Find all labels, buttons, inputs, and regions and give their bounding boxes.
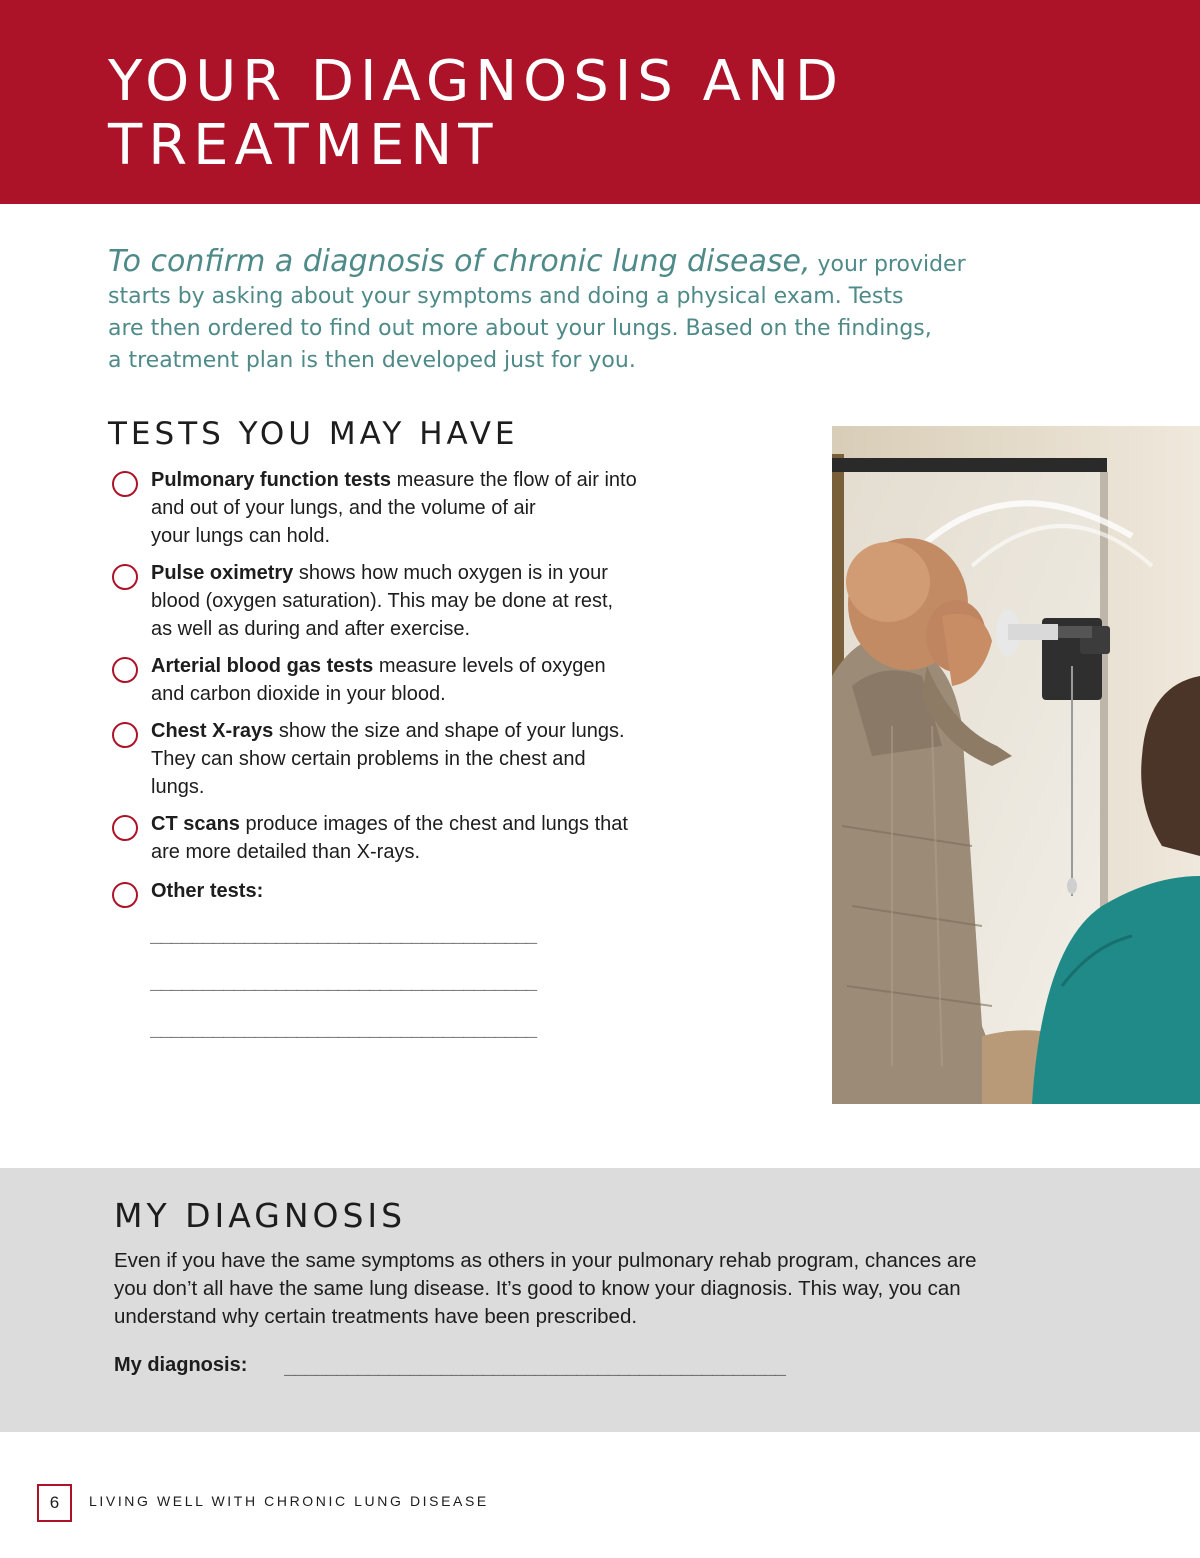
- checkbox-circle[interactable]: [112, 722, 138, 748]
- checkbox-circle[interactable]: [112, 882, 138, 908]
- test-name: Other tests:: [151, 880, 264, 902]
- patient-spirometry-photo: [832, 426, 1200, 1104]
- intro-paragraph: [108, 246, 1068, 377]
- test-item-chest-xrays: [112, 717, 722, 801]
- test-desc-line: as well as during and after exercise.: [151, 618, 471, 640]
- my-diagnosis-line: understand why certain treatments have been prescribed.: [114, 1305, 638, 1328]
- test-desc-line: produce images of the chest and lungs that: [239, 813, 628, 835]
- test-name: Pulmonary function tests: [151, 469, 392, 491]
- my-diagnosis-line: you don’t all have the same lung disease. It’s good to know your diagnosis. This way, you can: [114, 1277, 961, 1300]
- my-diagnosis-write-in-line[interactable]: ________________________________________________: [284, 1354, 786, 1376]
- page-title-line-2: TREATMENT: [108, 113, 499, 178]
- test-desc-line: shows how much oxygen is in your: [293, 562, 608, 584]
- my-diagnosis-line: Even if you have the same symptoms as others in your pulmonary rehab program, chances are: [114, 1249, 977, 1272]
- test-desc-line: blood (oxygen saturation). This may be done at rest,: [151, 590, 614, 612]
- page-title-line-1: YOUR DIAGNOSIS AND: [108, 49, 844, 114]
- test-desc-line: show the size and shape of your lungs.: [273, 720, 625, 742]
- test-item-arterial-blood-gas: [112, 652, 722, 708]
- test-desc-line: and out of your lungs, and the volume of air: [151, 497, 536, 519]
- tests-heading: TESTS YOU MAY HAVE: [108, 416, 519, 452]
- checkbox-circle[interactable]: [112, 471, 138, 497]
- test-desc-line: measure levels of oxygen: [373, 655, 606, 677]
- test-name: CT scans: [151, 813, 240, 835]
- intro-lead: To confirm a diagnosis of chronic lung disease,: [108, 244, 811, 279]
- intro-line-3: are then ordered to find out more about your lungs. Based on the findings,: [108, 316, 932, 341]
- checkbox-circle[interactable]: [112, 657, 138, 683]
- intro-line-2: starts by asking about your symptoms and doing a physical exam. Tests: [108, 284, 904, 309]
- checkbox-circle[interactable]: [112, 815, 138, 841]
- test-desc-line: your lungs can hold.: [151, 525, 331, 547]
- my-diagnosis-heading: MY DIAGNOSIS: [114, 1196, 407, 1235]
- test-desc-line: are more detailed than X-rays.: [151, 841, 421, 863]
- write-in-line[interactable]: _____________________________________: [150, 922, 537, 944]
- test-name: Pulse oximetry: [151, 562, 294, 584]
- checkbox-circle[interactable]: [112, 564, 138, 590]
- page-title: [108, 50, 1108, 178]
- my-diagnosis-paragraph: [114, 1247, 1124, 1331]
- intro-line-1: your provider: [810, 252, 966, 277]
- footer-title: LIVING WELL WITH CHRONIC LUNG DISEASE: [89, 1493, 489, 1509]
- test-desc-line: measure the flow of air into: [391, 469, 637, 491]
- other-tests-blanks: [150, 922, 680, 1063]
- test-desc-line: They can show certain problems in the chest and: [151, 748, 586, 770]
- write-in-line[interactable]: _____________________________________: [150, 1016, 537, 1038]
- test-item-other: [112, 877, 722, 905]
- test-name: Arterial blood gas tests: [151, 655, 374, 677]
- test-item-ct-scans: [112, 810, 722, 866]
- page-number: 6: [37, 1484, 72, 1522]
- intro-line-4: a treatment plan is then developed just for you.: [108, 348, 636, 373]
- test-name: Chest X-rays: [151, 720, 274, 742]
- test-checklist: [112, 466, 722, 914]
- test-item-pulse-oximetry: [112, 559, 722, 643]
- write-in-line[interactable]: _____________________________________: [150, 969, 537, 991]
- my-diagnosis-label: My diagnosis:: [114, 1354, 248, 1376]
- test-desc-line: lungs.: [151, 776, 205, 798]
- photo-illustration: [832, 426, 1200, 1104]
- test-desc-line: and carbon dioxide in your blood.: [151, 683, 446, 705]
- test-item-pulmonary-function: [112, 466, 722, 550]
